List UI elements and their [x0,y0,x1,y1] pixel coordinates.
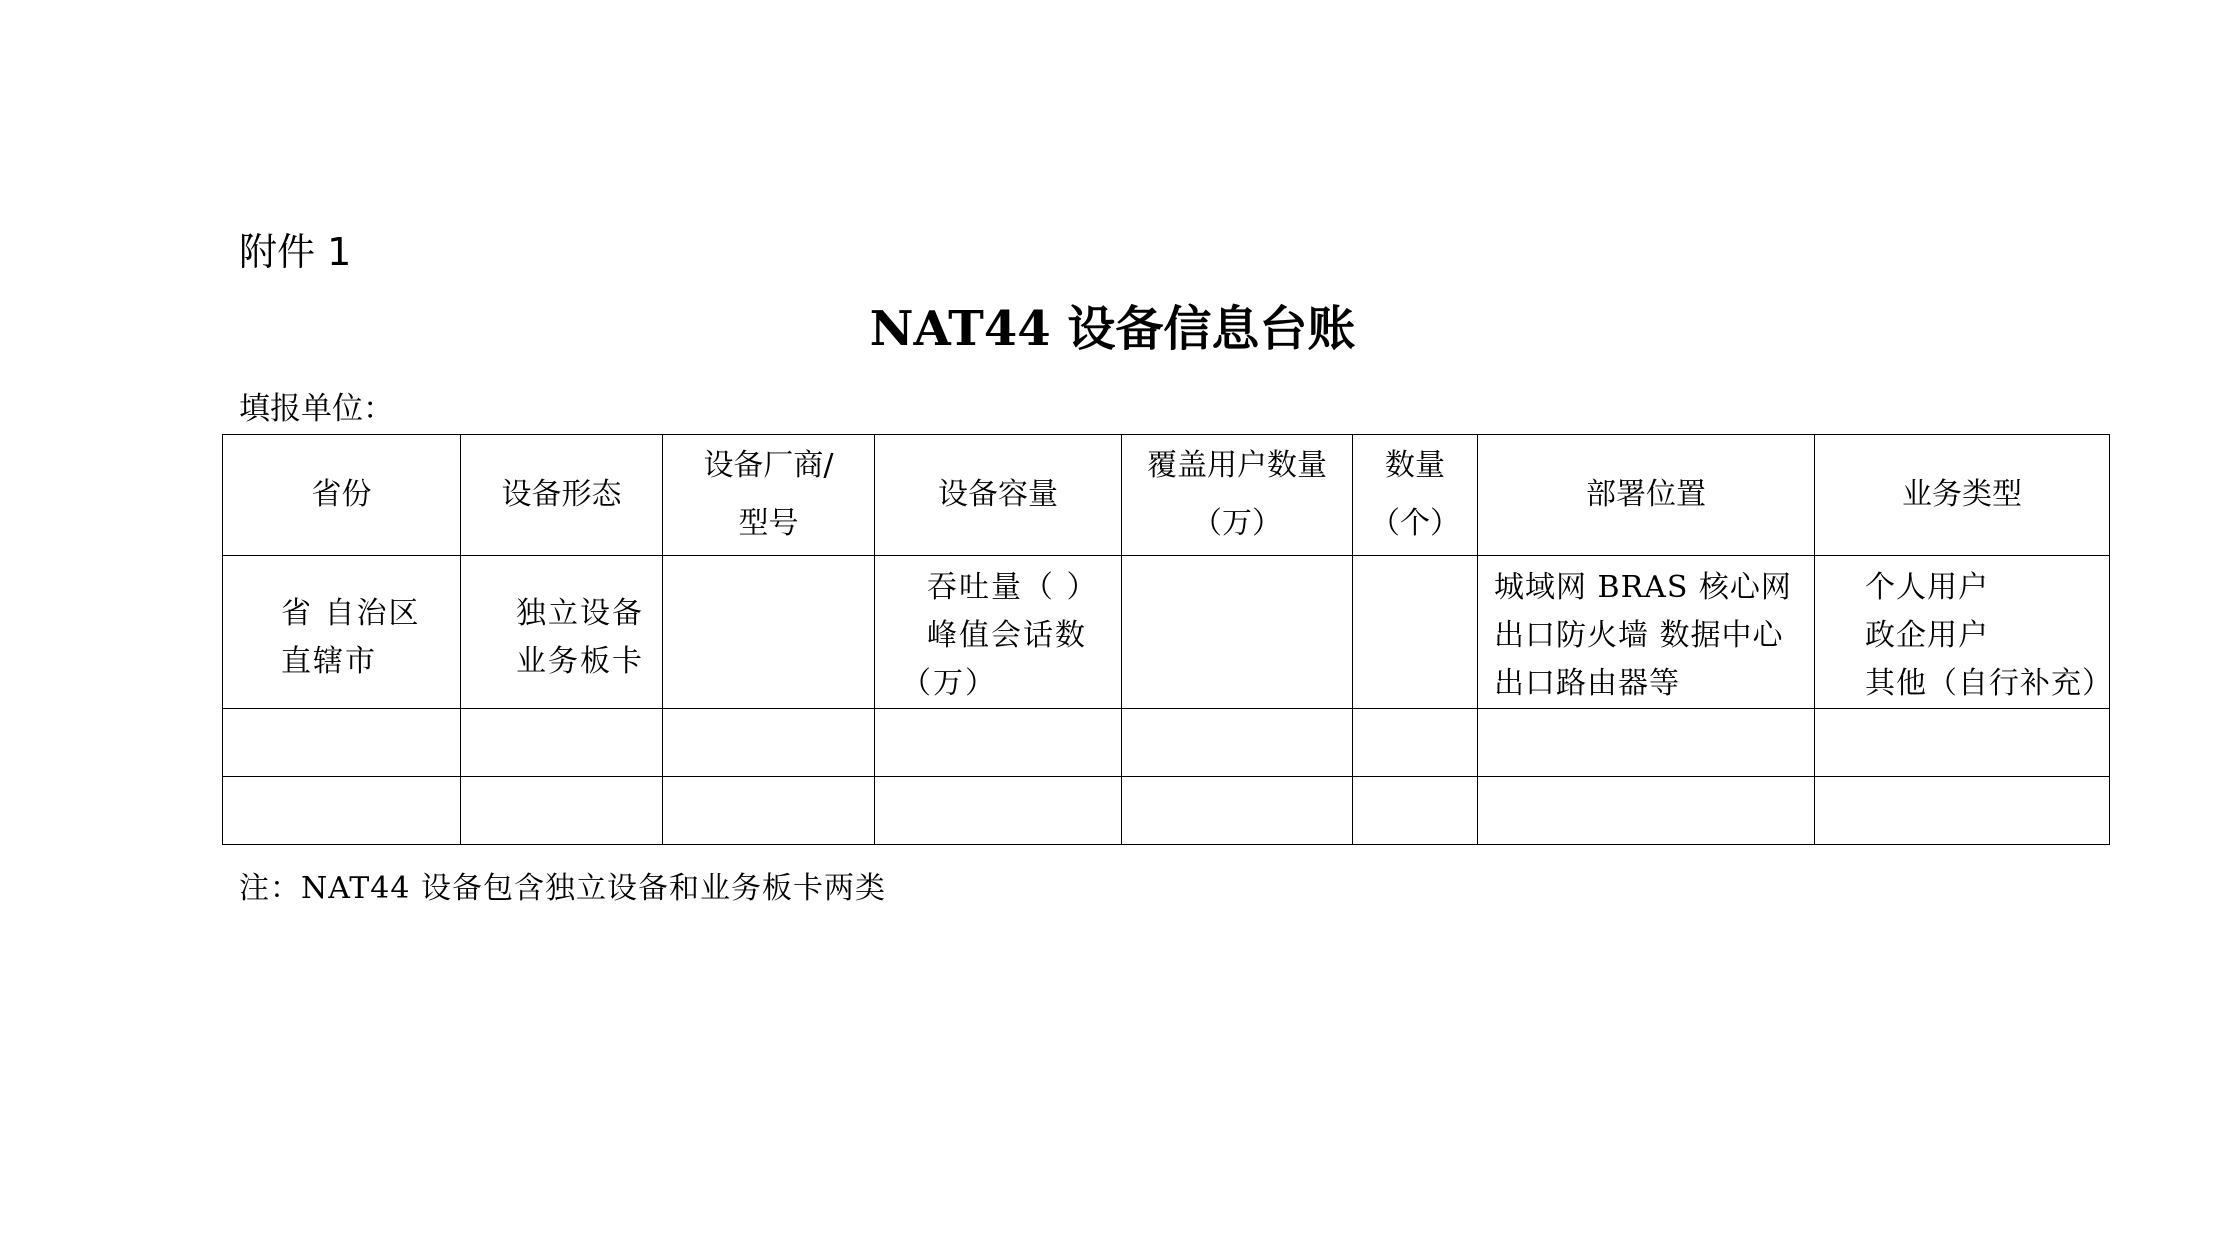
empty-cell[interactable] [461,777,663,845]
empty-cell[interactable] [1815,709,2110,777]
header-vendor-model: 设备厂商/ 型号 [663,435,875,556]
empty-cell[interactable] [663,777,875,845]
empty-cell[interactable] [461,709,663,777]
empty-cell[interactable] [875,709,1122,777]
header-covered-users: 覆盖用户数量 （万） [1122,435,1353,556]
cell-quantity[interactable] [1353,556,1478,709]
header-device-form: 设备形态 [461,435,663,556]
header-deployment-location: 部署位置 [1478,435,1815,556]
device-ledger-table [222,434,2113,845]
empty-cell[interactable] [223,777,461,845]
header-province: 省份 [223,435,461,556]
header-device-capacity: 设备容量 [875,435,1122,556]
empty-cell[interactable] [1353,709,1478,777]
cell-device-form[interactable]: 独立设备 业务板卡 [461,556,663,709]
cell-vendor-model[interactable] [663,556,875,709]
cell-device-capacity[interactable]: 吞吐量（ ） 峰值会话数 （万） [875,556,1122,709]
table-row [223,777,2110,845]
document-title: NAT44 设备信息台账 [869,301,1356,357]
table-row [223,709,2110,777]
header-quantity: 数量 （个） [1353,435,1478,556]
empty-cell[interactable] [1478,709,1815,777]
empty-cell[interactable] [1478,777,1815,845]
table-row [223,556,2110,709]
empty-cell[interactable] [1815,777,2110,845]
header-service-type: 业务类型 [1815,435,2110,556]
empty-cell[interactable] [663,709,875,777]
footnote: 注：NAT44 设备包含独立设备和业务板卡两类 [239,871,886,906]
empty-cell[interactable] [1122,777,1353,845]
empty-cell[interactable] [1122,709,1353,777]
attachment-label: 附件 1 [239,230,352,274]
empty-cell[interactable] [875,777,1122,845]
cell-province[interactable]: 省 自治区 直辖市 [223,556,461,709]
reporting-unit-label: 填报单位： [239,391,394,427]
cell-covered-users[interactable] [1122,556,1353,709]
empty-cell[interactable] [1353,777,1478,845]
cell-service-type[interactable]: 个人用户 政企用户 其他（自行补充） [1815,556,2110,709]
empty-cell[interactable] [223,709,461,777]
table-header-row [223,435,2110,556]
cell-deployment-location[interactable]: 城域网 BRAS 核心网 出口防火墙 数据中心 出口路由器等 [1478,556,1815,709]
